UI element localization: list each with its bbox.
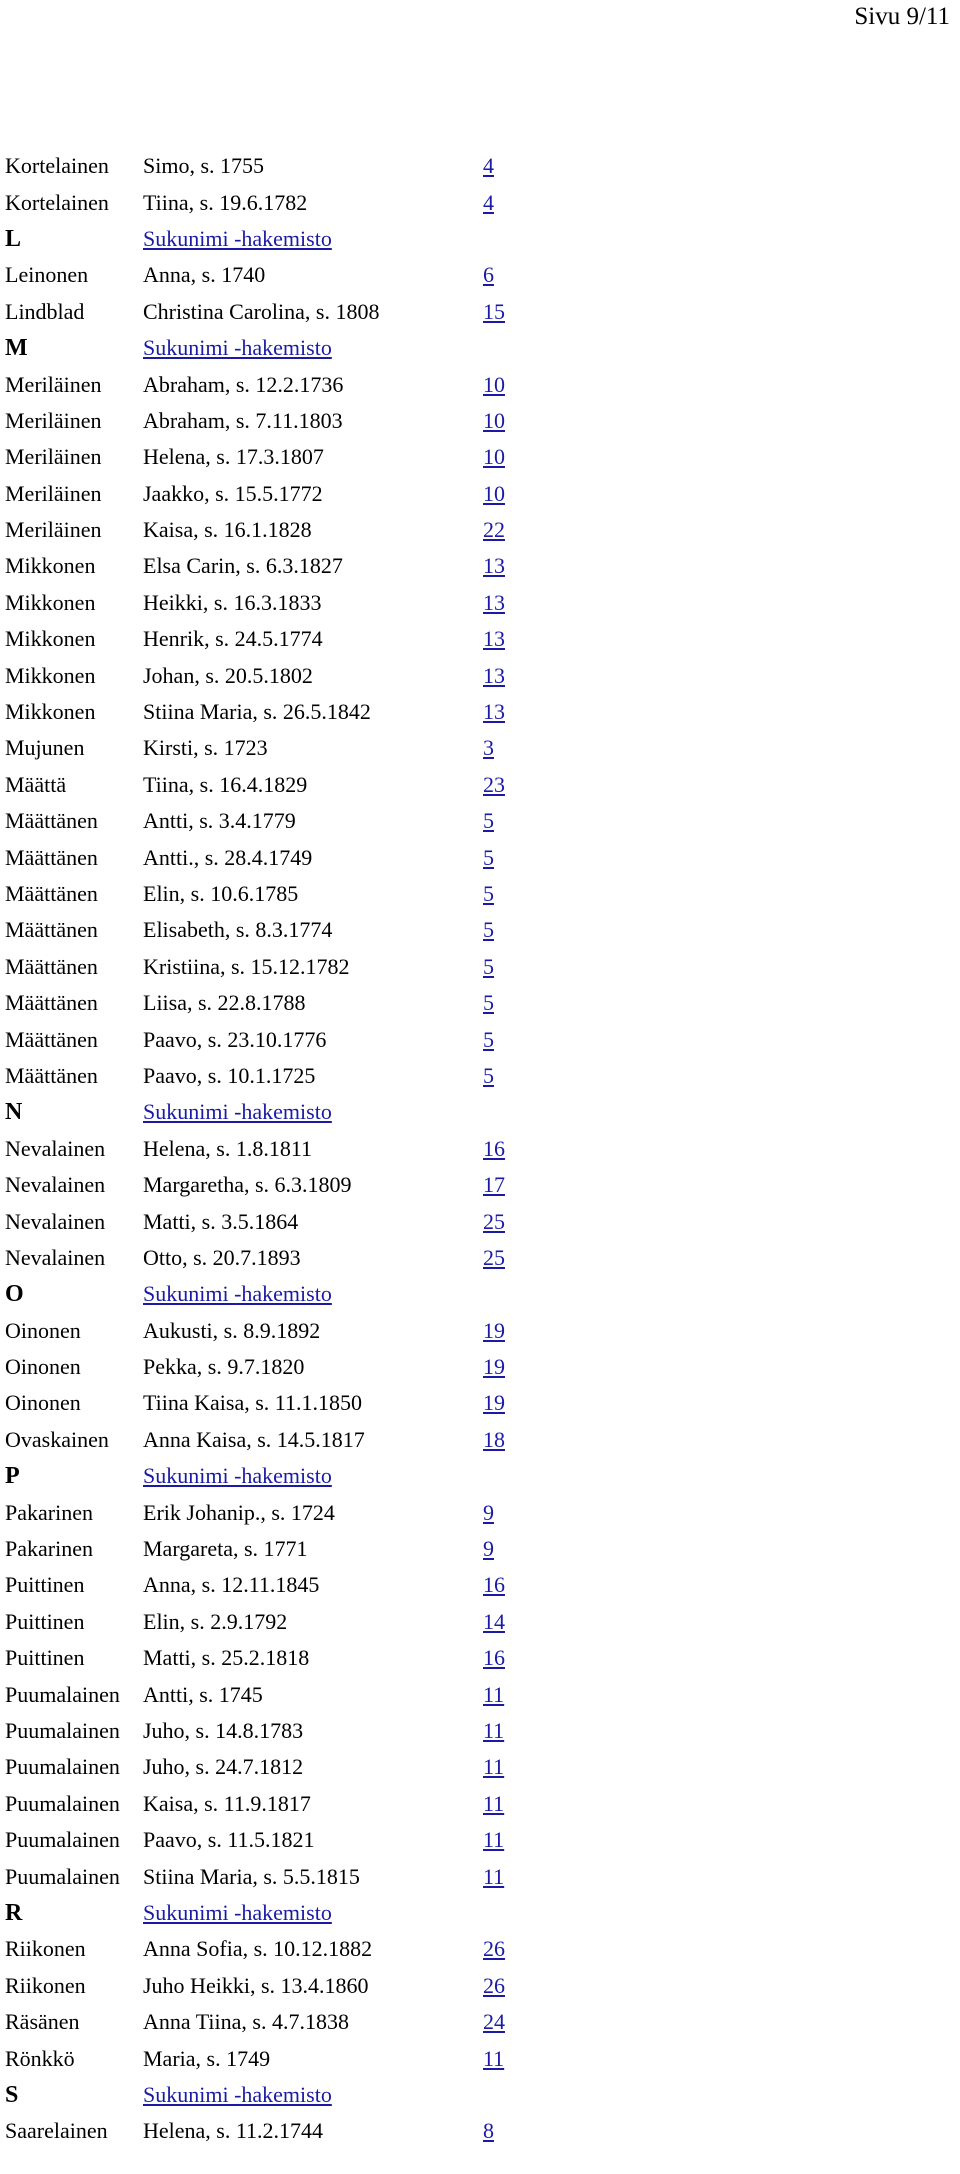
given-name-cell: Liisa, s. 22.8.1788 bbox=[143, 990, 306, 1016]
surname-cell: Mikkonen bbox=[5, 662, 96, 688]
index-entry-row bbox=[5, 1968, 543, 2004]
index-entry-row bbox=[5, 1422, 543, 1458]
surname-cell: Puumalainen bbox=[5, 1790, 120, 1816]
page-link[interactable]: 25 bbox=[483, 1208, 505, 1234]
surname-cell: Nevalainen bbox=[5, 1244, 106, 1270]
name-index-body bbox=[5, 148, 543, 2149]
surname-index-link[interactable]: Sukunimi -hakemisto bbox=[143, 1281, 332, 1307]
index-entry-row bbox=[5, 767, 543, 803]
surname-index-link[interactable]: Sukunimi -hakemisto bbox=[143, 225, 332, 251]
surname-cell: Määttänen bbox=[5, 1026, 98, 1052]
page-link[interactable]: 11 bbox=[483, 1863, 505, 1889]
surname-cell: Mikkonen bbox=[5, 589, 96, 615]
index-entry-row bbox=[5, 1676, 543, 1712]
page-ref-cell bbox=[483, 1494, 543, 1530]
index-entry-row bbox=[5, 1349, 543, 1385]
page-ref-cell bbox=[483, 1567, 543, 1603]
given-name-cell: Margareta, s. 1771 bbox=[143, 1536, 308, 1562]
page-link[interactable]: 5 bbox=[483, 953, 494, 979]
section-link-cell bbox=[143, 2077, 483, 2113]
index-entry-row bbox=[5, 1021, 543, 1057]
surname-cell: Määttänen bbox=[5, 953, 98, 979]
page-ref-cell bbox=[483, 839, 543, 875]
empty-cell bbox=[483, 1458, 543, 1494]
page-link[interactable]: 13 bbox=[483, 699, 505, 725]
index-entry-row bbox=[5, 439, 543, 475]
page-ref-cell bbox=[483, 476, 543, 512]
page-ref-cell bbox=[483, 1021, 543, 1057]
given-name-cell: Anna, s. 12.11.1845 bbox=[143, 1572, 320, 1598]
page-link[interactable]: 16 bbox=[483, 1135, 505, 1161]
page-link[interactable]: 26 bbox=[483, 1972, 505, 1998]
surname-cell: Meriläinen bbox=[5, 371, 102, 397]
index-entry-row bbox=[5, 184, 543, 220]
given-name-cell: Aukusti, s. 8.9.1892 bbox=[143, 1317, 321, 1343]
given-name-cell: Kaisa, s. 11.9.1817 bbox=[143, 1790, 311, 1816]
given-name-cell: Matti, s. 3.5.1864 bbox=[143, 1208, 299, 1234]
index-entry-row bbox=[5, 1604, 543, 1640]
given-name-cell: Paavo, s. 10.1.1725 bbox=[143, 1062, 316, 1088]
page-ref-cell bbox=[483, 148, 543, 184]
index-entry-row bbox=[5, 148, 543, 184]
section-link-cell bbox=[143, 1094, 483, 1130]
page-ref-cell bbox=[483, 621, 543, 657]
surname-cell: Määttänen bbox=[5, 990, 98, 1016]
index-entry-row bbox=[5, 1640, 543, 1676]
surname-cell: Puumalainen bbox=[5, 1754, 120, 1780]
page-link[interactable]: 5 bbox=[483, 844, 494, 870]
page-link[interactable]: 13 bbox=[483, 662, 505, 688]
page-ref-cell bbox=[483, 1822, 543, 1858]
index-entry-row bbox=[5, 985, 543, 1021]
page-link[interactable]: 23 bbox=[483, 771, 505, 797]
given-name-cell: Matti, s. 25.2.1818 bbox=[143, 1645, 310, 1671]
surname-cell: Räsänen bbox=[5, 2009, 80, 2035]
section-letter: L bbox=[5, 225, 22, 252]
given-name-cell: Kaisa, s. 16.1.1828 bbox=[143, 517, 312, 543]
given-name-cell: Johan, s. 20.5.1802 bbox=[143, 662, 313, 688]
page-link[interactable]: 9 bbox=[483, 1536, 494, 1562]
empty-cell bbox=[483, 330, 543, 366]
surname-cell: Meriläinen bbox=[5, 517, 102, 543]
surname-cell: Puittinen bbox=[5, 1608, 85, 1634]
section-letter: N bbox=[5, 1099, 23, 1126]
surname-cell: Riikonen bbox=[5, 1936, 86, 1962]
surname-index-link[interactable]: Sukunimi -hakemisto bbox=[143, 1463, 332, 1489]
index-entry-row bbox=[5, 2040, 543, 2076]
surname-cell: Rönkkö bbox=[5, 2045, 75, 2071]
given-name-cell: Kristiina, s. 15.12.1782 bbox=[143, 953, 350, 979]
given-name-cell: Margaretha, s. 6.3.1809 bbox=[143, 1172, 352, 1198]
given-name-cell: Abraham, s. 12.2.1736 bbox=[143, 371, 344, 397]
surname-index-link[interactable]: Sukunimi -hakemisto bbox=[143, 335, 332, 361]
page-ref-cell bbox=[483, 1203, 543, 1239]
page-link[interactable]: 16 bbox=[483, 1645, 505, 1671]
surname-cell: Saarelainen bbox=[5, 2118, 108, 2144]
surname-cell: Leinonen bbox=[5, 262, 89, 288]
page-ref-cell bbox=[483, 294, 543, 330]
page-link[interactable]: 5 bbox=[483, 990, 494, 1016]
page-ref-cell bbox=[483, 548, 543, 584]
page-ref-cell bbox=[483, 1604, 543, 1640]
page-ref-cell bbox=[483, 1713, 543, 1749]
page-ref-cell bbox=[483, 1640, 543, 1676]
given-name-cell: Tiina Kaisa, s. 11.1.1850 bbox=[143, 1390, 362, 1416]
surname-cell: Pakarinen bbox=[5, 1499, 93, 1525]
given-name-cell: Anna, s. 1740 bbox=[143, 262, 266, 288]
index-entry-row bbox=[5, 1240, 543, 1276]
page-link[interactable]: 4 bbox=[483, 189, 494, 215]
surname-cell: Ovaskainen bbox=[5, 1426, 109, 1452]
page-ref-cell bbox=[483, 366, 543, 402]
index-entry-row bbox=[5, 1567, 543, 1603]
section-header-row bbox=[5, 1094, 543, 1130]
given-name-cell: Kirsti, s. 1723 bbox=[143, 735, 268, 761]
given-name-cell: Jaakko, s. 15.5.1772 bbox=[143, 480, 323, 506]
given-name-cell: Elin, s. 2.9.1792 bbox=[143, 1608, 288, 1634]
given-name-cell: Juho Heikki, s. 13.4.1860 bbox=[143, 1972, 369, 1998]
given-name-cell: Elsa Carin, s. 6.3.1827 bbox=[143, 553, 343, 579]
surname-cell: Puittinen bbox=[5, 1645, 85, 1671]
page-ref-cell bbox=[483, 512, 543, 548]
page-ref-cell bbox=[483, 2113, 543, 2149]
empty-cell bbox=[483, 221, 543, 257]
page-link[interactable]: 16 bbox=[483, 1572, 505, 1598]
index-entry-row bbox=[5, 1531, 543, 1567]
page-link[interactable]: 19 bbox=[483, 1317, 505, 1343]
page-link[interactable]: 13 bbox=[483, 589, 505, 615]
section-letter: M bbox=[5, 335, 28, 362]
section-header-row bbox=[5, 221, 543, 257]
index-entry-row bbox=[5, 876, 543, 912]
surname-cell: Puumalainen bbox=[5, 1863, 120, 1889]
given-name-cell: Stiina Maria, s. 26.5.1842 bbox=[143, 699, 371, 725]
section-link-cell bbox=[143, 330, 483, 366]
page-number-header: Sivu 9/11 bbox=[854, 3, 950, 30]
name-index-table bbox=[5, 148, 543, 2149]
page-ref-cell bbox=[483, 1676, 543, 1712]
given-name-cell: Paavo, s. 23.10.1776 bbox=[143, 1026, 327, 1052]
page-link[interactable]: 11 bbox=[483, 1754, 505, 1780]
index-entry-row bbox=[5, 1203, 543, 1239]
page-ref-cell bbox=[483, 730, 543, 766]
given-name-cell: Tiina, s. 19.6.1782 bbox=[143, 189, 308, 215]
page-ref-cell bbox=[483, 1749, 543, 1785]
given-name-cell: Antti, s. 3.4.1779 bbox=[143, 808, 296, 834]
page-ref-cell bbox=[483, 1422, 543, 1458]
page-link[interactable]: 19 bbox=[483, 1390, 505, 1416]
page-ref-cell bbox=[483, 876, 543, 912]
surname-index-link[interactable]: Sukunimi -hakemisto bbox=[143, 1899, 332, 1925]
given-name-cell: Juho, s. 24.7.1812 bbox=[143, 1754, 304, 1780]
page-ref-cell bbox=[483, 1131, 543, 1167]
section-letter: S bbox=[5, 2081, 19, 2108]
index-entry-row bbox=[5, 1822, 543, 1858]
page-ref-cell bbox=[483, 912, 543, 948]
surname-cell: Mujunen bbox=[5, 735, 85, 761]
page-ref-cell bbox=[483, 803, 543, 839]
page-ref-cell bbox=[483, 1531, 543, 1567]
given-name-cell: Christina Carolina, s. 1808 bbox=[143, 298, 380, 324]
index-entry-row bbox=[5, 366, 543, 402]
given-name-cell: Simo, s. 1755 bbox=[143, 153, 265, 179]
given-name-cell: Juho, s. 14.8.1783 bbox=[143, 1717, 304, 1743]
section-header-row bbox=[5, 330, 543, 366]
index-entry-row bbox=[5, 621, 543, 657]
page-ref-cell bbox=[483, 439, 543, 475]
index-entry-row bbox=[5, 294, 543, 330]
index-entry-row bbox=[5, 548, 543, 584]
surname-cell: Meriläinen bbox=[5, 407, 102, 433]
surname-cell: Mikkonen bbox=[5, 626, 96, 652]
page-link[interactable]: 15 bbox=[483, 298, 505, 324]
index-entry-row bbox=[5, 476, 543, 512]
page-ref-cell bbox=[483, 184, 543, 220]
given-name-cell: Anna Tiina, s. 4.7.1838 bbox=[143, 2009, 349, 2035]
page-link[interactable]: 14 bbox=[483, 1608, 505, 1634]
surname-cell: Määttänen bbox=[5, 881, 98, 906]
page-ref-cell bbox=[483, 585, 543, 621]
given-name-cell: Helena, s. 1.8.1811 bbox=[143, 1135, 313, 1161]
index-entry-row bbox=[5, 730, 543, 766]
page-link[interactable]: 11 bbox=[483, 1681, 505, 1707]
page-link[interactable]: 5 bbox=[483, 881, 494, 906]
page-link[interactable]: 26 bbox=[483, 1936, 505, 1962]
section-link-cell bbox=[143, 1276, 483, 1312]
page-ref-cell bbox=[483, 1968, 543, 2004]
surname-cell: Nevalainen bbox=[5, 1172, 106, 1198]
index-entry-row bbox=[5, 257, 543, 293]
page-ref-cell bbox=[483, 1786, 543, 1822]
page-link[interactable]: 11 bbox=[483, 1790, 505, 1816]
given-name-cell: Anna Kaisa, s. 14.5.1817 bbox=[143, 1426, 365, 1452]
page-link[interactable]: 5 bbox=[483, 1062, 494, 1088]
page-ref-cell bbox=[483, 949, 543, 985]
page-link[interactable]: 25 bbox=[483, 1244, 505, 1270]
section-header-row bbox=[5, 1895, 543, 1931]
page-ref-cell bbox=[483, 694, 543, 730]
surname-cell: Puumalainen bbox=[5, 1827, 120, 1853]
page-link[interactable]: 22 bbox=[483, 517, 505, 543]
page-ref-cell bbox=[483, 657, 543, 693]
surname-cell: Oinonen bbox=[5, 1354, 81, 1380]
page-ref-cell bbox=[483, 257, 543, 293]
index-entry-row bbox=[5, 2004, 543, 2040]
page-ref-cell bbox=[483, 1858, 543, 1894]
given-name-cell: Helena, s. 11.2.1744 bbox=[143, 2118, 324, 2144]
index-entry-row bbox=[5, 585, 543, 621]
surname-cell: Määttänen bbox=[5, 808, 98, 834]
surname-cell: Määttänen bbox=[5, 1062, 98, 1088]
index-entry-row bbox=[5, 657, 543, 693]
index-entry-row bbox=[5, 1786, 543, 1822]
given-name-cell: Anna Sofia, s. 10.12.1882 bbox=[143, 1936, 373, 1962]
surname-cell: Kortelainen bbox=[5, 189, 109, 215]
page-link[interactable]: 19 bbox=[483, 1354, 505, 1380]
page-ref-cell bbox=[483, 403, 543, 439]
given-name-cell: Stiina Maria, s. 5.5.1815 bbox=[143, 1863, 360, 1889]
page-link[interactable]: 3 bbox=[483, 735, 494, 761]
given-name-cell: Helena, s. 17.3.1807 bbox=[143, 444, 324, 470]
surname-cell: Meriläinen bbox=[5, 444, 102, 470]
surname-cell: Määttänen bbox=[5, 844, 98, 870]
surname-index-link[interactable]: Sukunimi -hakemisto bbox=[143, 1099, 332, 1125]
page-ref-cell bbox=[483, 1058, 543, 1094]
surname-cell: Oinonen bbox=[5, 1390, 81, 1416]
page-link[interactable]: 17 bbox=[483, 1172, 505, 1198]
empty-cell bbox=[483, 1276, 543, 1312]
section-letter: P bbox=[5, 1463, 20, 1490]
surname-cell: Kortelainen bbox=[5, 153, 109, 179]
surname-cell: Mikkonen bbox=[5, 553, 96, 579]
surname-cell: Määttä bbox=[5, 771, 67, 797]
index-entry-row bbox=[5, 1749, 543, 1785]
page-ref-cell bbox=[483, 1313, 543, 1349]
given-name-cell: Maria, s. 1749 bbox=[143, 2045, 271, 2071]
empty-cell bbox=[483, 2077, 543, 2113]
page-ref-cell bbox=[483, 2040, 543, 2076]
surname-cell: Nevalainen bbox=[5, 1208, 106, 1234]
surname-cell: Pakarinen bbox=[5, 1536, 93, 1562]
page-link[interactable]: 5 bbox=[483, 1026, 494, 1052]
page-link[interactable]: 11 bbox=[483, 1827, 505, 1853]
page-ref-cell bbox=[483, 1240, 543, 1276]
index-entry-row bbox=[5, 1931, 543, 1967]
empty-cell bbox=[483, 1094, 543, 1130]
given-name-cell: Antti., s. 28.4.1749 bbox=[143, 844, 313, 870]
section-link-cell bbox=[143, 1458, 483, 1494]
index-entry-row bbox=[5, 512, 543, 548]
page-ref-cell bbox=[483, 1931, 543, 1967]
page-link[interactable]: 10 bbox=[483, 407, 505, 433]
section-letter: R bbox=[5, 1899, 23, 1926]
empty-cell bbox=[483, 1895, 543, 1931]
page-link[interactable]: 4 bbox=[483, 153, 494, 179]
page-link[interactable]: 18 bbox=[483, 1426, 505, 1452]
section-link-cell bbox=[143, 1895, 483, 1931]
page-ref-cell bbox=[483, 1167, 543, 1203]
page-link[interactable]: 8 bbox=[483, 2118, 494, 2144]
index-entry-row bbox=[5, 1058, 543, 1094]
given-name-cell: Pekka, s. 9.7.1820 bbox=[143, 1354, 305, 1380]
index-entry-row bbox=[5, 803, 543, 839]
section-link-cell bbox=[143, 221, 483, 257]
index-entry-row bbox=[5, 1131, 543, 1167]
index-entry-row bbox=[5, 1313, 543, 1349]
page-ref-cell bbox=[483, 2004, 543, 2040]
surname-cell: Meriläinen bbox=[5, 480, 102, 506]
page-link[interactable]: 13 bbox=[483, 626, 505, 652]
page-link[interactable]: 6 bbox=[483, 262, 494, 288]
surname-cell: Riikonen bbox=[5, 1972, 86, 1998]
page-link[interactable]: 5 bbox=[483, 808, 494, 834]
index-entry-row bbox=[5, 1385, 543, 1421]
given-name-cell: Heikki, s. 16.3.1833 bbox=[143, 589, 322, 615]
index-entry-row bbox=[5, 1858, 543, 1894]
page-ref-cell bbox=[483, 1385, 543, 1421]
index-entry-row bbox=[5, 1167, 543, 1203]
given-name-cell: Elisabeth, s. 8.3.1774 bbox=[143, 917, 333, 943]
page-link[interactable]: 5 bbox=[483, 917, 494, 943]
page-link[interactable]: 11 bbox=[483, 2045, 505, 2071]
given-name-cell: Erik Johanip., s. 1724 bbox=[143, 1499, 335, 1525]
page-link[interactable]: 10 bbox=[483, 480, 505, 506]
index-entry-row bbox=[5, 949, 543, 985]
index-entry-row bbox=[5, 1713, 543, 1749]
surname-cell: Nevalainen bbox=[5, 1135, 106, 1161]
surname-cell: Määttänen bbox=[5, 917, 98, 943]
page-ref-cell bbox=[483, 767, 543, 803]
surname-cell: Puumalainen bbox=[5, 1681, 120, 1707]
index-entry-row bbox=[5, 1494, 543, 1530]
page-ref-cell bbox=[483, 1349, 543, 1385]
given-name-cell: Antti, s. 1745 bbox=[143, 1681, 263, 1707]
surname-index-link[interactable]: Sukunimi -hakemisto bbox=[143, 2081, 332, 2107]
given-name-cell: Henrik, s. 24.5.1774 bbox=[143, 626, 323, 652]
given-name-cell: Tiina, s. 16.4.1829 bbox=[143, 771, 308, 797]
index-entry-row bbox=[5, 694, 543, 730]
index-entry-row bbox=[5, 912, 543, 948]
page-link[interactable]: 24 bbox=[483, 2009, 505, 2035]
surname-cell: Oinonen bbox=[5, 1317, 81, 1343]
section-letter: O bbox=[5, 1281, 24, 1308]
surname-cell: Puumalainen bbox=[5, 1717, 120, 1743]
surname-cell: Puittinen bbox=[5, 1572, 85, 1598]
given-name-cell: Paavo, s. 11.5.1821 bbox=[143, 1827, 315, 1853]
index-entry-row bbox=[5, 839, 543, 875]
given-name-cell: Abraham, s. 7.11.1803 bbox=[143, 407, 343, 433]
index-entry-row bbox=[5, 2113, 543, 2149]
given-name-cell: Otto, s. 20.7.1893 bbox=[143, 1244, 301, 1270]
page-link[interactable]: 10 bbox=[483, 371, 505, 397]
section-header-row bbox=[5, 2077, 543, 2113]
page-link[interactable]: 9 bbox=[483, 1499, 494, 1525]
page-link[interactable]: 10 bbox=[483, 444, 505, 470]
page-link[interactable]: 13 bbox=[483, 553, 505, 579]
page-link[interactable]: 11 bbox=[483, 1717, 505, 1743]
index-entry-row bbox=[5, 403, 543, 439]
section-header-row bbox=[5, 1458, 543, 1494]
page-ref-cell bbox=[483, 985, 543, 1021]
surname-cell: Lindblad bbox=[5, 298, 85, 324]
given-name-cell: Elin, s. 10.6.1785 bbox=[143, 881, 299, 906]
section-header-row bbox=[5, 1276, 543, 1312]
surname-cell: Mikkonen bbox=[5, 699, 96, 725]
